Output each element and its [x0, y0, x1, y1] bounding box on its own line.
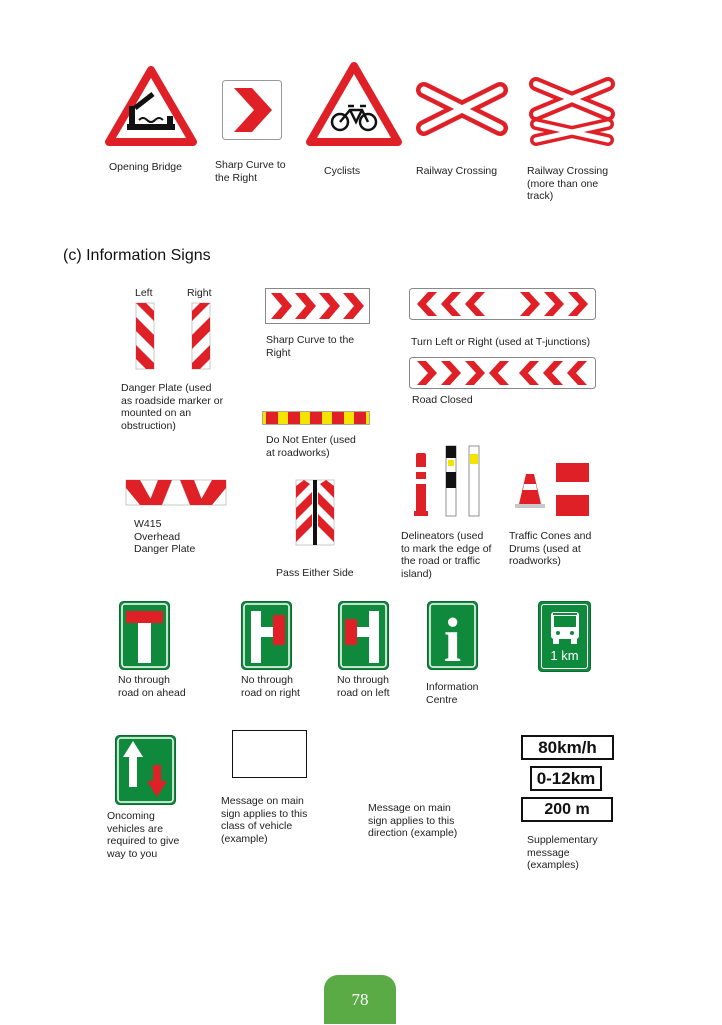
opening-bridge-label: Opening Bridge	[109, 161, 182, 173]
section-title: (c) Information Signs	[63, 247, 211, 264]
bus-sign-distance: 1 km	[550, 648, 579, 663]
do-not-enter-sign	[262, 411, 370, 425]
do-not-enter-caption: Do Not Enter (used at roadworks)	[266, 434, 356, 459]
danger-plate-caption: Danger Plate (used as roadside marker or mounted on an obstruction)	[121, 382, 224, 432]
supplementary-speed-plate: 80km/h	[521, 735, 614, 760]
delineator-black-icon	[444, 446, 458, 516]
sharp-curve-right-sign	[222, 80, 282, 140]
supplementary-caption: Supplementary message (examples)	[527, 834, 598, 871]
priority-oncoming-sign	[115, 735, 176, 805]
danger-plate-right-sign	[192, 303, 210, 369]
opening-bridge-sign	[105, 66, 197, 146]
cyclists-label: Cyclists	[324, 165, 361, 177]
vehicle-class-caption: Message on main sign applies to this class of vehicle (example)	[221, 795, 308, 845]
w415-caption: W415 Overhead Danger Plate	[134, 518, 196, 555]
no-through-right-caption: No through road on right	[241, 674, 300, 699]
t-junction-caption: Turn Left or Right (used at T-junctions)	[411, 336, 591, 348]
chevron-board-sign	[265, 288, 370, 324]
railway-crossing-sign	[416, 82, 508, 136]
t-junction-sign	[409, 288, 596, 320]
no-through-right-sign	[241, 601, 292, 670]
no-through-ahead-sign	[119, 601, 170, 670]
railway-crossing-label: Railway Crossing	[416, 165, 498, 177]
priority-oncoming-caption: Oncoming vehicles are required to give way to you	[107, 810, 180, 860]
no-through-left-caption: No through road on left	[337, 674, 390, 699]
traffic-cone-icon	[515, 474, 545, 508]
supplementary-range-plate: 0-12km	[530, 766, 602, 791]
information-centre-sign	[427, 601, 478, 675]
traffic-drum-icon	[556, 463, 589, 516]
danger-plate-left-label: Left	[135, 287, 153, 299]
danger-plate-right-label: Right	[187, 287, 212, 299]
no-through-left-sign	[338, 601, 389, 670]
supplementary-distance-plate: 200 m	[521, 797, 613, 822]
cyclists-sign	[306, 62, 402, 146]
cones-drums-caption: Traffic Cones and Drums (used at roadworks)	[509, 530, 592, 567]
railway-crossing-multi-label: Railway Crossing (more than one track)	[527, 165, 609, 202]
information-glyph: i	[443, 607, 462, 675]
road-closed-caption: Road Closed	[412, 394, 473, 406]
chevron-board-caption: Sharp Curve to the Right	[266, 334, 355, 359]
w415-sign	[126, 480, 226, 505]
railway-crossing-multi-sign	[528, 76, 616, 148]
direction-caption: Message on main sign applies to this direction (example)	[368, 802, 458, 839]
sharp-curve-right-label: Sharp Curve to the Right	[215, 159, 286, 184]
delineator-red-icon	[413, 453, 429, 517]
pass-either-side-sign	[296, 480, 334, 545]
information-centre-caption: Information Centre	[426, 681, 479, 706]
bus-icon	[550, 611, 580, 645]
vehicle-class-plate	[232, 730, 307, 778]
delineator-yellow-icon	[467, 446, 481, 516]
no-through-ahead-caption: No through road on ahead	[118, 674, 186, 699]
bus-sign	[538, 601, 591, 672]
pass-either-side-caption: Pass Either Side	[276, 567, 354, 579]
danger-plate-left-sign	[136, 303, 154, 369]
page-number: 78	[324, 975, 396, 1024]
delineators-caption: Delineators (used to mark the edge of the road or traffic island)	[401, 530, 492, 580]
road-closed-sign	[409, 357, 596, 389]
